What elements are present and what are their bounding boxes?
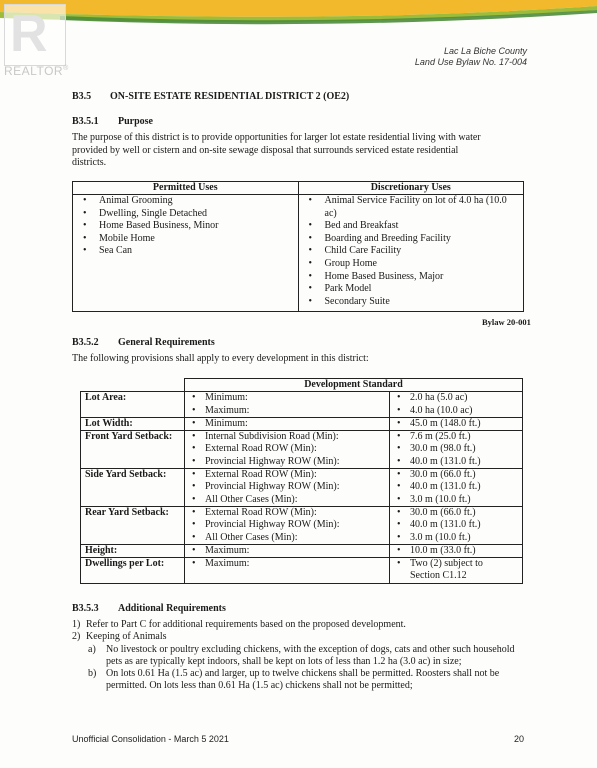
list-item: • Group Home [325, 258, 520, 271]
table-row [81, 417, 523, 430]
realtor-watermark [0, 0, 72, 82]
row-label: Lot Width: [81, 417, 185, 430]
row-value: • 30.0 m (98.0 ft.) [394, 443, 518, 455]
row-value: • Two (2) subject to Section C1.12 [394, 558, 510, 583]
list-item: • Mobile Home [99, 233, 294, 246]
list-item: • Animal Service Facility on lot of 4.0 ha (10.0 ac) [325, 195, 520, 220]
row-value: • 7.6 m (25.0 ft.) [394, 431, 518, 443]
row-label: Side Yard Setback: [81, 469, 185, 507]
list-item: • Sea Can [99, 245, 294, 258]
row-value: • 10.0 m (33.0 ft.) [394, 545, 518, 557]
general-intro: The following provisions shall apply to every development in this district: [72, 353, 369, 364]
row-item: • External Road ROW (Min): [189, 443, 385, 455]
row-label: Rear Yard Setback: [81, 506, 185, 544]
general-number: B3.5.2 [72, 337, 99, 348]
row-value: • 4.0 ha (10.0 ac) [394, 405, 518, 417]
section-title: ON-SITE ESTATE RESIDENTIAL DISTRICT 2 (OE2) [110, 91, 350, 102]
list-item: • Animal Grooming [99, 195, 294, 208]
bylaw-note: Bylaw 20-001 [482, 317, 531, 327]
row-item: • All Other Cases (Min): [189, 494, 385, 506]
row-label: Lot Area: [81, 392, 185, 418]
table-row [81, 544, 523, 557]
row-item: • Maximum: [189, 405, 385, 417]
discretionary-uses-cell [298, 195, 524, 312]
footer-consolidation: Unofficial Consolidation - March 5 2021 [72, 734, 229, 744]
row-value: • 3.0 m (10.0 ft.) [394, 532, 518, 544]
row-value: • 40.0 m (131.0 ft.) [394, 481, 518, 493]
permitted-uses-cell [73, 195, 299, 312]
list-item: • Home Based Business, Major [325, 271, 520, 284]
list-item: • Bed and Breakfast [325, 220, 520, 233]
additional-number: B3.5.3 [72, 603, 99, 614]
development-standard-header: Development Standard [185, 379, 523, 392]
header-county: Lac La Biche County [443, 46, 527, 56]
table-row [81, 506, 523, 544]
header-bylaw: Land Use Bylaw No. 17-004 [414, 57, 527, 67]
row-item: • External Road ROW (Min): [189, 507, 385, 519]
list-item: 2) Keeping of Animals [72, 631, 167, 643]
list-item: • Child Care Facility [325, 245, 520, 258]
row-item: • Provincial Highway ROW (Min): [189, 456, 385, 468]
row-item: • Minimum: [189, 418, 385, 430]
purpose-text: The purpose of this district is to provide opportunities for larger lot estate residential living with water provided by well or cistern and on-site sewage disposal that surrounds serviced estate residential districts. [72, 132, 481, 168]
row-value: • 30.0 m (66.0 ft.) [394, 507, 518, 519]
realtor-logo-letter: R [10, 5, 48, 63]
list-item: • Dwelling, Single Detached [99, 208, 294, 221]
section-number: B3.5 [72, 91, 92, 102]
row-item: • External Road ROW (Min): [189, 469, 385, 481]
row-value: • 45.0 m (148.0 ft.) [394, 418, 518, 430]
uses-table [72, 181, 524, 312]
table-row [81, 469, 523, 507]
row-item: • Provincial Highway ROW (Min): [189, 481, 385, 493]
row-value: • 3.0 m (10.0 ft.) [394, 494, 518, 506]
general-title: General Requirements [118, 337, 215, 348]
realtor-watermark-text: REALTOR® [4, 64, 69, 78]
row-item: • Provincial Highway ROW (Min): [189, 519, 385, 531]
row-value: • 40.0 m (131.0 ft.) [394, 519, 518, 531]
purpose-title: Purpose [118, 116, 153, 127]
table-row [81, 392, 523, 418]
page-number: 20 [514, 734, 525, 744]
permitted-uses-header: Permitted Uses [73, 182, 299, 195]
row-item: • Maximum: [189, 545, 385, 557]
discretionary-uses-header: Discretionary Uses [298, 182, 524, 195]
list-item: 1) Refer to Part C for additional requirements based on the proposed development. [72, 619, 406, 630]
row-value: • 40.0 m (131.0 ft.) [394, 456, 518, 468]
row-label: Dwellings per Lot: [81, 558, 185, 584]
additional-title: Additional Requirements [118, 603, 226, 614]
row-label: Height: [81, 544, 185, 557]
list-item: a) No livestock or poultry excluding chickens, with the exception of dogs, cats and other such household pets as are typically kept indoors, shall be kept on lots of less than 1.2 ha (3.0 ac) in size; [88, 643, 515, 667]
row-item: • Minimum: [189, 392, 385, 404]
row-item: • Maximum: [189, 558, 385, 570]
purpose-number: B3.5.1 [72, 116, 99, 127]
list-item: • Home Based Business, Minor [99, 220, 294, 233]
additional-requirements-list [72, 619, 532, 693]
row-label: Front Yard Setback: [81, 431, 185, 469]
row-item: • Internal Subdivision Road (Min): [189, 431, 385, 443]
table-row [81, 431, 523, 469]
list-item: b) On lots 0.61 Ha (1.5 ac) and larger, up to twelve chickens shall be permitted. Roosters shall not be permitted. On lots less than 0.61 Ha (1.5 ac) chickens shall not be permitted; [88, 668, 500, 692]
table-row [81, 558, 523, 584]
row-value: • 30.0 m (66.0 ft.) [394, 469, 518, 481]
row-value: • 2.0 ha (5.0 ac) [394, 392, 518, 404]
development-standard-table [80, 378, 523, 584]
list-item: • Park Model [325, 283, 520, 296]
header-swoosh-graphic [0, 0, 597, 40]
list-item: • Boarding and Breeding Facility [325, 233, 520, 246]
empty-corner-cell [81, 379, 185, 392]
row-item: • All Other Cases (Min): [189, 532, 385, 544]
list-item: • Secondary Suite [325, 296, 520, 309]
